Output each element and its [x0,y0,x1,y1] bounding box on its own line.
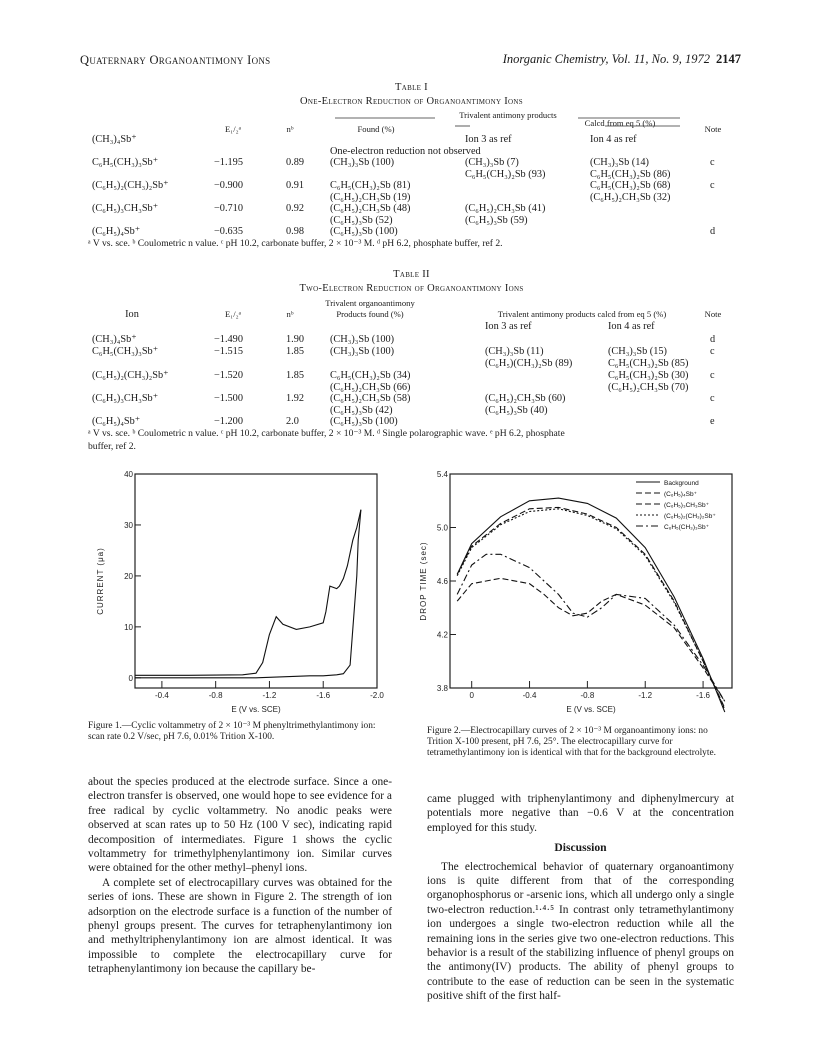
y-tick-label: 5.4 [436,470,448,479]
row-ref4: C₆H₅(CH₃)₂Sb (85) [608,357,689,369]
row-e-half: −1.490 [214,334,243,345]
x-tick-label: -0.4 [154,691,169,700]
row-e-half: −0.900 [214,180,243,191]
x-tick-label: -1.2 [638,691,653,700]
y-tick-label: 10 [124,622,133,632]
row-found: (C₆H₅)₃Sb (42) [330,404,393,416]
row-found: (C₆H₅)₃Sb (52) [330,214,393,226]
row-n: 1.85 [286,370,305,381]
running-head-title: Quaternary Organoantimony Ions [80,53,271,67]
column-header-ion3: Ion 3 as ref [485,321,532,332]
row-ref3: (C₆H₅)₂CH₃Sb (60) [485,393,566,404]
figure2-chart [412,466,742,721]
column-header-e-half: E₁/₂ᵃ [225,309,241,319]
x-tick-label: -1.2 [262,691,277,700]
chart-legend [636,480,716,531]
row-ion: (C₆H₅)₄Sb⁺ [92,416,141,427]
row-n: 1.92 [286,393,305,404]
page-number: 2147 [716,52,741,66]
row-e-half: −1.500 [214,393,243,404]
row-found: (C₆H₅)₃Sb (100) [330,416,398,427]
paragraph: about the species produced at the electrode surface. Since a one-electron transfer is observed, one would hope to see evidence for a free radical by cyclic voltammetry. No anodic peaks were observed at scan rates up to 50 Hz (100 V sec), indicating rapid decomposition of intermediates. Figure 1 shows the cyclic voltammetry for trimethylphenylantimony ion. Similar curves were obtained for the other methyl–phenyl ions. [88,776,392,875]
row-found: C₆H₅(CH₃)₂Sb (81) [330,180,411,191]
x-axis-label: E (V vs. SCE) [566,705,616,714]
row-e-half: −1.515 [214,346,243,357]
column-header-found: Products found (%) [336,309,404,319]
row-n: 0.98 [286,226,305,237]
row-ref4: C₆H₅(CH₃)₂Sb (86) [590,168,671,180]
row-found: (CH₃)₃Sb (100) [330,157,395,168]
row-ion: C₆H₅(CH₃)₃Sb⁺ [92,346,159,357]
row-note: e [710,416,715,427]
column-header-ion: Ion [125,309,139,320]
row-found: (C₆H₅)₂CH₃Sb (58) [330,393,411,404]
figure1-caption: Figure 1.—Cyclic voltammetry of 2 × 10⁻³ M phenyltrimethylantimony ion: scan rate 0.2 V/sec, pH 7.6, 0.01% Trition X-100. [88,721,376,743]
row-found: One-electron reduction not observed [330,146,481,157]
y-tick-label: 3.8 [436,684,448,693]
series-line-4 [457,509,725,710]
y-tick-label: 5.0 [436,523,448,533]
row-n: 2.0 [286,416,299,427]
table2-footnote-2: buffer, ref 2. [88,441,136,452]
row-ref3: (C₆H₅)(CH₃)₂Sb (89) [485,357,573,369]
x-tick-label: -0.8 [580,691,595,700]
row-found: (CH₃)₃Sb (100) [330,334,395,345]
paragraph: came plugged with triphenylantimony and diphenylmercury at potentials more negative than −0.6 V at the concentration employed for this study. [427,793,734,834]
row-ref3: (CH₃)₃Sb (11) [485,346,544,357]
legend-label: (C₆H₅)₂(CH₃)₂Sb⁺ [664,513,716,520]
column-header-n: nᵇ [286,124,294,134]
row-note: c [710,346,715,357]
table1-label: Table I [395,82,428,93]
row-found: (C₆H₅)₂CH₃Sb (66) [330,381,411,393]
paragraph: A complete set of electrocapillary curves was obtained for the series of ions. These are shown in Figure 2. The strength of ion adsorption on the electrode surface is a function of the number of phenyl groups present. The curves for tetraphenylantimony ion and methyltriphenylantimony ion are almost identical. It was impossible to complete the electrocapillary curve for tetraphenylantimony ion because the capillary be- [88,876,392,976]
y-tick-label: 4.2 [436,630,448,640]
row-n: 0.91 [286,180,305,191]
row-ref4: (CH₃)₃Sb (15) [608,346,667,357]
column-group-header: Trivalent antimony products [459,110,557,120]
row-e-half: −0.635 [214,226,243,237]
row-found: (C₆H₅)₂CH₃Sb (19) [330,191,411,203]
x-tick-label: -0.8 [208,691,223,700]
legend-label: C₆H₅(CH₃)₃Sb⁺ [664,524,710,531]
row-ref3: (C₆H₅)₃Sb (59) [465,214,528,226]
column-header-calcd: Trivalent antimony products calcd from eq 5 (%) [497,309,667,319]
column-header-n: nᵇ [286,309,294,319]
column-header-ion3: Ion 3 as ref [465,134,512,145]
table2-title: Two-Electron Reduction of Organoantimony Ions [299,283,524,294]
y-axis-label: CURRENT (μa) [96,547,105,615]
column-header-calcd: Calcd from eq 5 (%) [584,118,656,128]
row-ref4: (C₆H₅)₂CH₃Sb (32) [590,191,671,203]
series-line-5 [457,554,725,701]
row-ion: (C₆H₅)₂(CH₃)₂Sb⁺ [92,180,169,191]
x-tick-label: -2.0 [370,691,384,700]
column-header-note: Note [704,309,722,319]
y-tick-label: 4.6 [436,577,448,586]
column-header-ion4: Ion 4 as ref [608,321,655,332]
y-tick-label: 0 [128,673,133,683]
row-ion: (C₆H₅)₃CH₃Sb⁺ [92,203,159,214]
row-ref4: (C₆H₅)₂CH₃Sb (70) [608,381,689,393]
x-tick-label: -0.4 [522,691,537,700]
row-ion: (CH₃)₄Sb⁺ [92,134,137,145]
legend-label: (C₆H₅)₃CH₃Sb⁺ [664,502,710,509]
table1-footnote: ᵃ V vs. sce. ᵇ Coulometric n value. ᶜ pH 10.2, carbonate buffer, 2 × 10⁻³ M. ᵈ pH 6.2, phosphate buffer, ref 2. [88,238,503,249]
row-n: 1.90 [286,334,305,345]
series-line-1 [135,510,361,676]
legend-label: (C₆H₅)₄Sb⁺ [664,491,697,498]
y-tick-label: 20 [124,571,133,581]
column-header-ion4: Ion 4 as ref [590,134,637,145]
row-ion: (C₆H₅)₄Sb⁺ [92,226,141,237]
plot-frame [135,474,377,688]
row-e-half: −1.195 [214,157,243,168]
row-note: c [710,393,715,404]
row-found: (C₆H₅)₂CH₃Sb (48) [330,203,411,214]
y-axis-label: DROP TIME (sec) [419,541,428,621]
row-ref4: (CH₃)₃Sb (14) [590,157,649,168]
series-line-2 [135,510,361,678]
row-found: C₆H₅(CH₃)₂Sb (34) [330,370,411,381]
journal-citation: Inorganic Chemistry, Vol. 11, No. 9, 1972 [502,52,710,66]
row-e-half: −1.520 [214,370,243,381]
series-line-3 [457,507,725,708]
row-found: (CH₃)₃Sb (100) [330,346,395,357]
row-n: 0.89 [286,157,305,168]
row-ion: C₆H₅(CH₃)₃Sb⁺ [92,157,159,168]
row-note: c [710,370,715,381]
row-note: d [710,334,716,345]
x-axis-label: E (V vs. SCE) [231,705,281,714]
row-e-half: −1.200 [214,416,243,427]
x-tick-label: -1.6 [696,691,710,700]
left-column [88,775,392,977]
row-ion: (C₆H₅)₃CH₃Sb⁺ [92,393,159,404]
column-header-note: Note [704,124,722,134]
figure2-caption: Figure 2.—Electrocapillary curves of 2 × 10⁻³ M organoantimony ions: no Trition X-100 present, pH 7.6, 25°. The electrocapillary curve for tetramethylantimony ion is identical with that for the background electrolyte. [427,726,716,759]
x-tick-label: 0 [469,691,474,700]
row-note: d [710,226,716,237]
row-ref3: (C₆H₅)₃Sb (40) [485,404,548,416]
figure1-chart [80,466,390,716]
row-found: (C₆H₅)₃Sb (100) [330,226,398,237]
column-header-found: Trivalent organoantimony [325,298,415,308]
column-header-found: Found (%) [357,124,395,134]
series-line-2 [457,578,725,701]
table1-title: One-Electron Reduction of Organoantimony Ions [300,96,523,107]
right-column [427,792,734,1004]
row-note: c [710,157,715,168]
paragraph: The electrochemical behavior of quaternary organoantimony ions is quite different from that of the corresponding organophosphorus or -arsenic ions, which all undergo only a single two-electron reduction.¹·⁴·⁵ In contrast only tetramethylantimony ion undergoes a single two-electron reduction while all the remaining ions in the series give two one-electron reductions. This behavior is a result of the stabilizing influence of phenyl groups on the antimony(IV) products. The ability of phenyl groups to contribute to the ease of reduction can be seen in the systematic positive shift of the first half- [427,860,734,1003]
section-heading: Discussion [554,841,607,855]
column-header-e-half: E₁/₂ᵃ [225,124,241,134]
y-tick-label: 40 [124,470,133,479]
row-ref4: C₆H₅(CH₃)₂Sb (68) [590,180,671,191]
legend-label: Background [664,480,699,487]
table2-label: Table II [393,269,430,280]
row-note: c [710,180,715,191]
row-e-half: −0.710 [214,203,243,214]
row-n: 0.92 [286,203,305,214]
row-ref4: C₆H₅(CH₃)₂Sb (30) [608,370,689,381]
y-tick-label: 30 [124,520,133,530]
row-ion: (CH₃)₄Sb⁺ [92,334,137,345]
x-tick-label: -1.6 [316,691,331,700]
table2-footnote-1: ᵃ V vs. sce. ᵇ Coulometric n value. ᶜ pH 10.2, carbonate buffer, 2 × 10⁻³ M. ᵈ Single polarographic wave. ᵉ pH 6.2, phosphate [88,428,565,439]
row-ref3: C₆H₅(CH₃)₂Sb (93) [465,168,546,180]
row-ref3: (CH₃)₃Sb (7) [465,157,519,168]
row-ref3: (C₆H₅)₂CH₃Sb (41) [465,203,546,214]
row-ion: (C₆H₅)₂(CH₃)₂Sb⁺ [92,370,169,381]
table1-rules [0,0,823,260]
row-n: 1.85 [286,346,305,357]
